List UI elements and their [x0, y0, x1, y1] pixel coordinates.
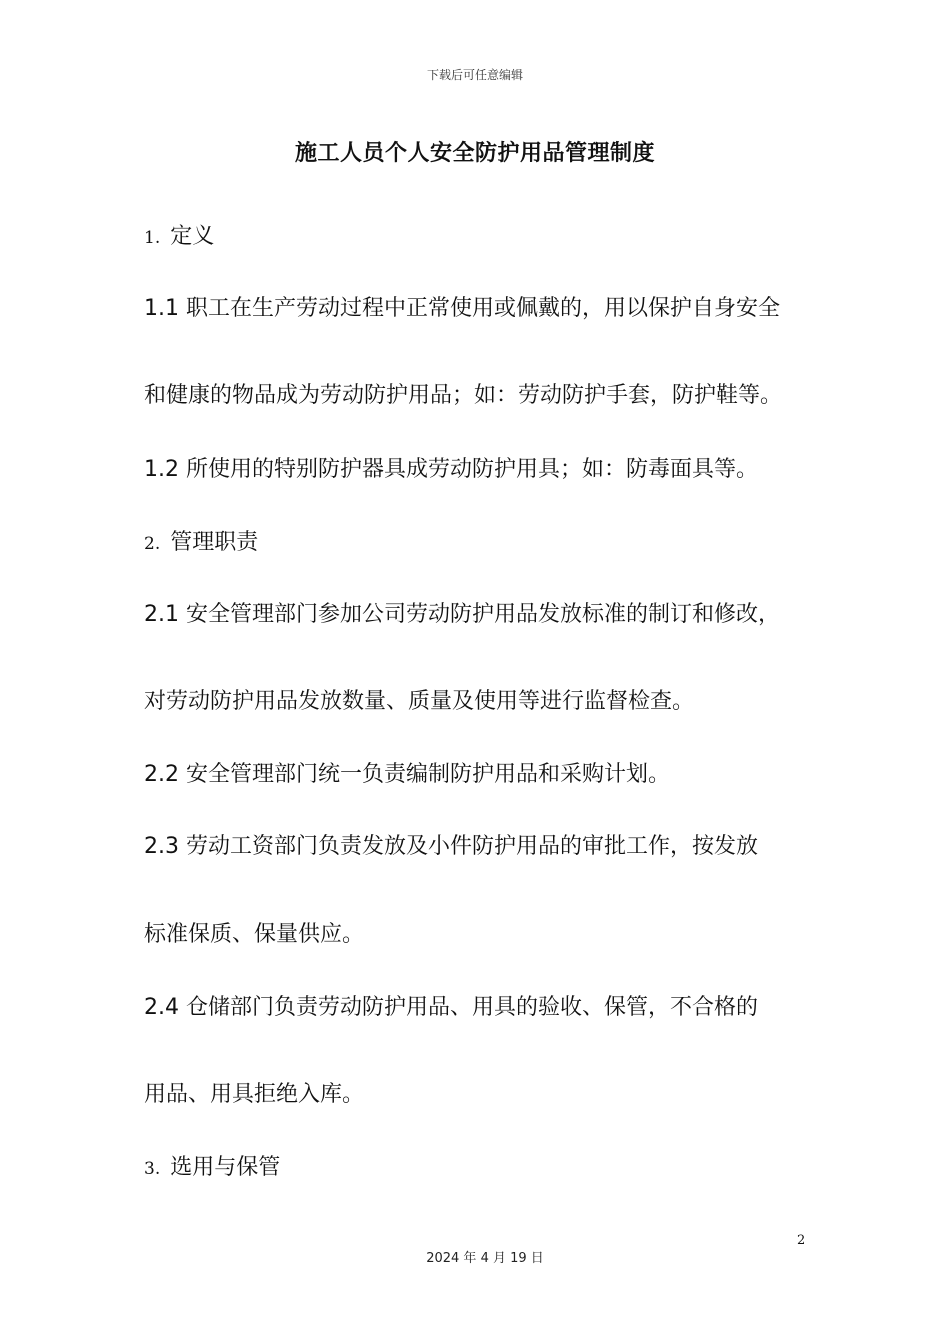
page-number: 2 [797, 1233, 806, 1248]
section-heading-2 [144, 528, 258, 559]
paragraph-line: 2.1 安全管理部门参加公司劳动防护用品发放标准的制订和修改， [144, 602, 780, 627]
header-note: 下载后可任意编辑 [426, 68, 523, 82]
section-heading-3 [144, 1153, 280, 1184]
section-number: 2. [144, 534, 161, 554]
footer-date: 2024 年 4 月 19 日 [426, 1251, 544, 1266]
section-number: 3. [144, 1159, 161, 1179]
document-title: 施工人员个人安全防护用品管理制度 [294, 141, 655, 166]
paragraph-line: 2.4 仓储部门负责劳动防护用品、用具的验收、保管，不合格的 [144, 995, 758, 1020]
paragraph-line: 2.3 劳动工资部门负责发放及小件防护用品的审批工作，按发放 [144, 834, 758, 859]
section-number: 1. [144, 228, 161, 248]
paragraph-line: 对劳动防护用品发放数量、质量及使用等进行监督检查。 [144, 689, 695, 714]
paragraph-line: 1.1 职工在生产劳动过程中正常使用或佩戴的，用以保护自身安全 [144, 296, 780, 321]
section-title: 管理职责 [170, 530, 259, 555]
paragraph-line: 1.2 所使用的特别防护器具成劳动防护用具；如：防毒面具等。 [144, 457, 758, 482]
section-title: 选用与保管 [170, 1155, 281, 1180]
paragraph-line: 2.2 安全管理部门统一负责编制防护用品和采购计划。 [144, 762, 670, 787]
section-title: 定义 [170, 224, 215, 249]
paragraph-line: 和健康的物品成为劳动防护用品；如：劳动防护手套，防护鞋等。 [144, 383, 783, 408]
paragraph-line: 用品、用具拒绝入库。 [144, 1082, 365, 1107]
section-heading-1 [144, 222, 214, 253]
paragraph-line: 标准保质、保量供应。 [144, 922, 365, 947]
